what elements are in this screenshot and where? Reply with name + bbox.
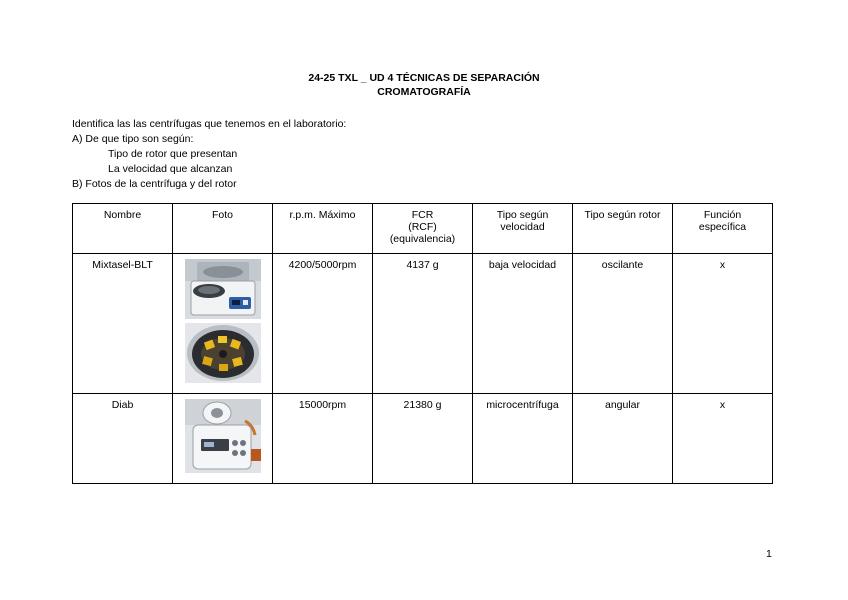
document-title <box>0 71 848 99</box>
header-foto: Foto <box>173 204 273 254</box>
swing-rotor-photo <box>185 323 261 383</box>
header-funcion-line: Función <box>703 209 742 221</box>
cell-foto <box>173 394 273 484</box>
microcentrifuge-photo <box>185 399 261 473</box>
cell-rotor: oscilante <box>573 254 673 394</box>
centrifuge-table <box>72 203 773 484</box>
cell-rpm: 4200/5000rpm <box>273 254 373 394</box>
page-number: 1 <box>766 548 772 560</box>
header-velocidad-line: Tipo según <box>496 209 549 221</box>
cell-funcion: x <box>673 254 773 394</box>
centrifuge-open-lid-photo <box>185 259 261 319</box>
cell-rotor: angular <box>573 394 673 484</box>
title-line-2: CROMATOGRAFÍA <box>377 86 471 98</box>
header-rpm: r.p.m. Máximo <box>273 204 373 254</box>
table-row <box>73 394 773 484</box>
header-velocidad-line: velocidad <box>500 221 545 233</box>
cell-foto <box>173 254 273 394</box>
cell-fcr: 21380 g <box>373 394 473 484</box>
header-tipo-velocidad <box>473 204 573 254</box>
header-fcr-line: FCR <box>411 209 434 221</box>
header-fcr-line: (equivalencia) <box>389 233 456 245</box>
header-tipo-rotor: Tipo según rotor <box>573 204 673 254</box>
table-row <box>73 254 773 394</box>
cell-velocidad: microcentrífuga <box>473 394 573 484</box>
title-line-1: 24-25 TXL _ UD 4 TÉCNICAS DE SEPARACIÓN <box>308 72 540 84</box>
instructions <box>72 117 346 192</box>
cell-funcion: x <box>673 394 773 484</box>
cell-nombre: Mixtasel-BLT <box>73 254 173 394</box>
header-nombre: Nombre <box>73 204 173 254</box>
cell-nombre: Diab <box>73 394 173 484</box>
header-funcion <box>673 204 773 254</box>
header-fcr <box>373 204 473 254</box>
instruction-sub-line: Tipo de rotor que presentan <box>108 148 238 160</box>
cell-fcr: 4137 g <box>373 254 473 394</box>
header-fcr-line: (RCF) <box>408 221 437 233</box>
instruction-line: A) De que tipo son según: <box>72 133 194 145</box>
instruction-sub-line: La velocidad que alcanzan <box>108 163 233 175</box>
table-header-row <box>73 204 773 254</box>
header-funcion-line: específica <box>698 221 747 233</box>
instruction-line: B) Fotos de la centrífuga y del rotor <box>72 178 237 190</box>
cell-velocidad: baja velocidad <box>473 254 573 394</box>
instruction-line: Identifica las las centrífugas que tenemos en el laboratorio: <box>72 118 347 130</box>
cell-rpm: 15000rpm <box>273 394 373 484</box>
